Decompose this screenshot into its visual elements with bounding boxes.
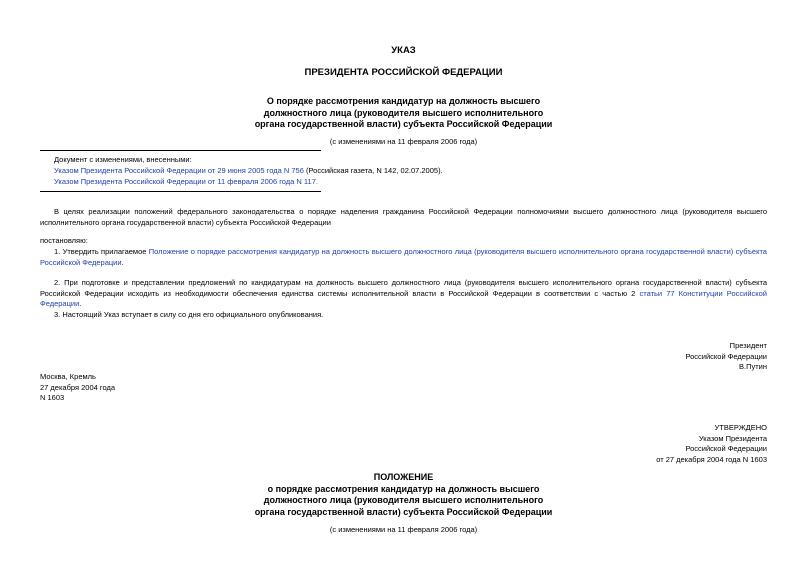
decree-subtitle: ПРЕЗИДЕНТА РОССИЙСКОЙ ФЕДЕРАЦИИ	[304, 67, 503, 78]
amendment-link-2006[interactable]: Указом Президента Российской Федерации от 11 февраля 2006 года N 117.	[54, 177, 318, 186]
divider-top	[40, 150, 321, 151]
changes-line-1	[54, 166, 443, 177]
approval-line: Российской Федерации	[685, 444, 767, 453]
amendment-link-2005[interactable]: Указом Президента Российской Федерации от 29 июня 2005 года N 756	[54, 166, 304, 175]
decree-name	[0, 96, 807, 131]
place-date-block	[40, 372, 115, 404]
regulation-name-line: о порядке рассмотрения кандидатур на должность высшего	[267, 483, 540, 494]
decree-amend-note: (с изменениями на 11 февраля 2006 года)	[329, 137, 478, 146]
approval-block	[656, 423, 767, 465]
signing-date: 27 декабря 2004 года	[40, 382, 116, 392]
regulation-title: ПОЛОЖЕНИЕ	[373, 472, 434, 482]
item-2-suffix: .	[79, 299, 82, 308]
item-2-text: 2. При подготовке и представлении предложений по кандидатурам на должность высшего должностного лица (руководителя высшего исполнительного органа государственной власти) субъекта Российской Федерации исходить из необходимости обеспечения единства системы исполнительной власти в Российской Федерации в соответствии с частью 2	[40, 278, 767, 298]
decree-title: УКАЗ	[391, 45, 416, 56]
decree-name-line: О порядке рассмотрения кандидатур на должность высшего	[266, 96, 541, 106]
preamble: В целях реализации положений федерального законодательства о порядке наделения гражданина Российской Федерации полномочиями высшего должностного лица (руководителя высшего исполнительного органа государственной власти) субъекта Российской Федерации	[40, 207, 767, 227]
approval-line: Указом Президента	[698, 433, 767, 443]
decree-name-line: должностного лица (руководителя высшего исполнительного	[263, 107, 544, 118]
regulation-amend-note: (с изменениями на 11 февраля 2006 года)	[329, 525, 478, 534]
approval-stamp: УТВЕРЖДЕНО	[714, 423, 767, 432]
regulation-name-line: органа государственной власти) субъекта Российской Федерации	[254, 506, 553, 517]
constitution-link[interactable]: статьи 77 Конституции Российской Федерации	[40, 288, 767, 308]
approval-line: от 27 декабря 2004 года N 1603	[656, 454, 767, 464]
decree-number: N 1603	[40, 393, 65, 402]
changes-intro: Документ с изменениями, внесенными:	[54, 155, 192, 164]
place: Москва, Кремль	[40, 372, 96, 381]
signature-block	[685, 341, 767, 373]
changes-line-2	[54, 177, 318, 188]
item-3: 3. Настоящий Указ вступает в силу со дня его официального опубликования.	[54, 310, 324, 319]
resolve-word: постановляю:	[40, 236, 88, 245]
divider-bottom	[40, 191, 321, 192]
item-1-prefix: 1. Утвердить прилагаемое	[54, 247, 149, 256]
signature-name: В.Путин	[739, 362, 767, 371]
regulation-heading	[0, 472, 807, 518]
decree-name-line: органа государственной власти) субъекта Российской Федерации	[254, 119, 553, 129]
signature-country: Российской Федерации	[685, 351, 767, 361]
regulation-link[interactable]: Положение о порядке рассмотрения кандидатур на должность высшего должностного лица (руководителя высшего исполнительного органа государственной власти) субъекта Российской Федерации	[40, 247, 767, 267]
regulation-name-line: должностного лица (руководителя высшего исполнительного	[263, 495, 544, 505]
item-1-suffix: .	[121, 257, 124, 267]
signature-title: Президент	[729, 341, 767, 350]
item-2	[40, 278, 767, 310]
amendment-source: (Российская газета, N 142, 02.07.2005).	[303, 166, 443, 175]
item-1	[40, 247, 767, 268]
